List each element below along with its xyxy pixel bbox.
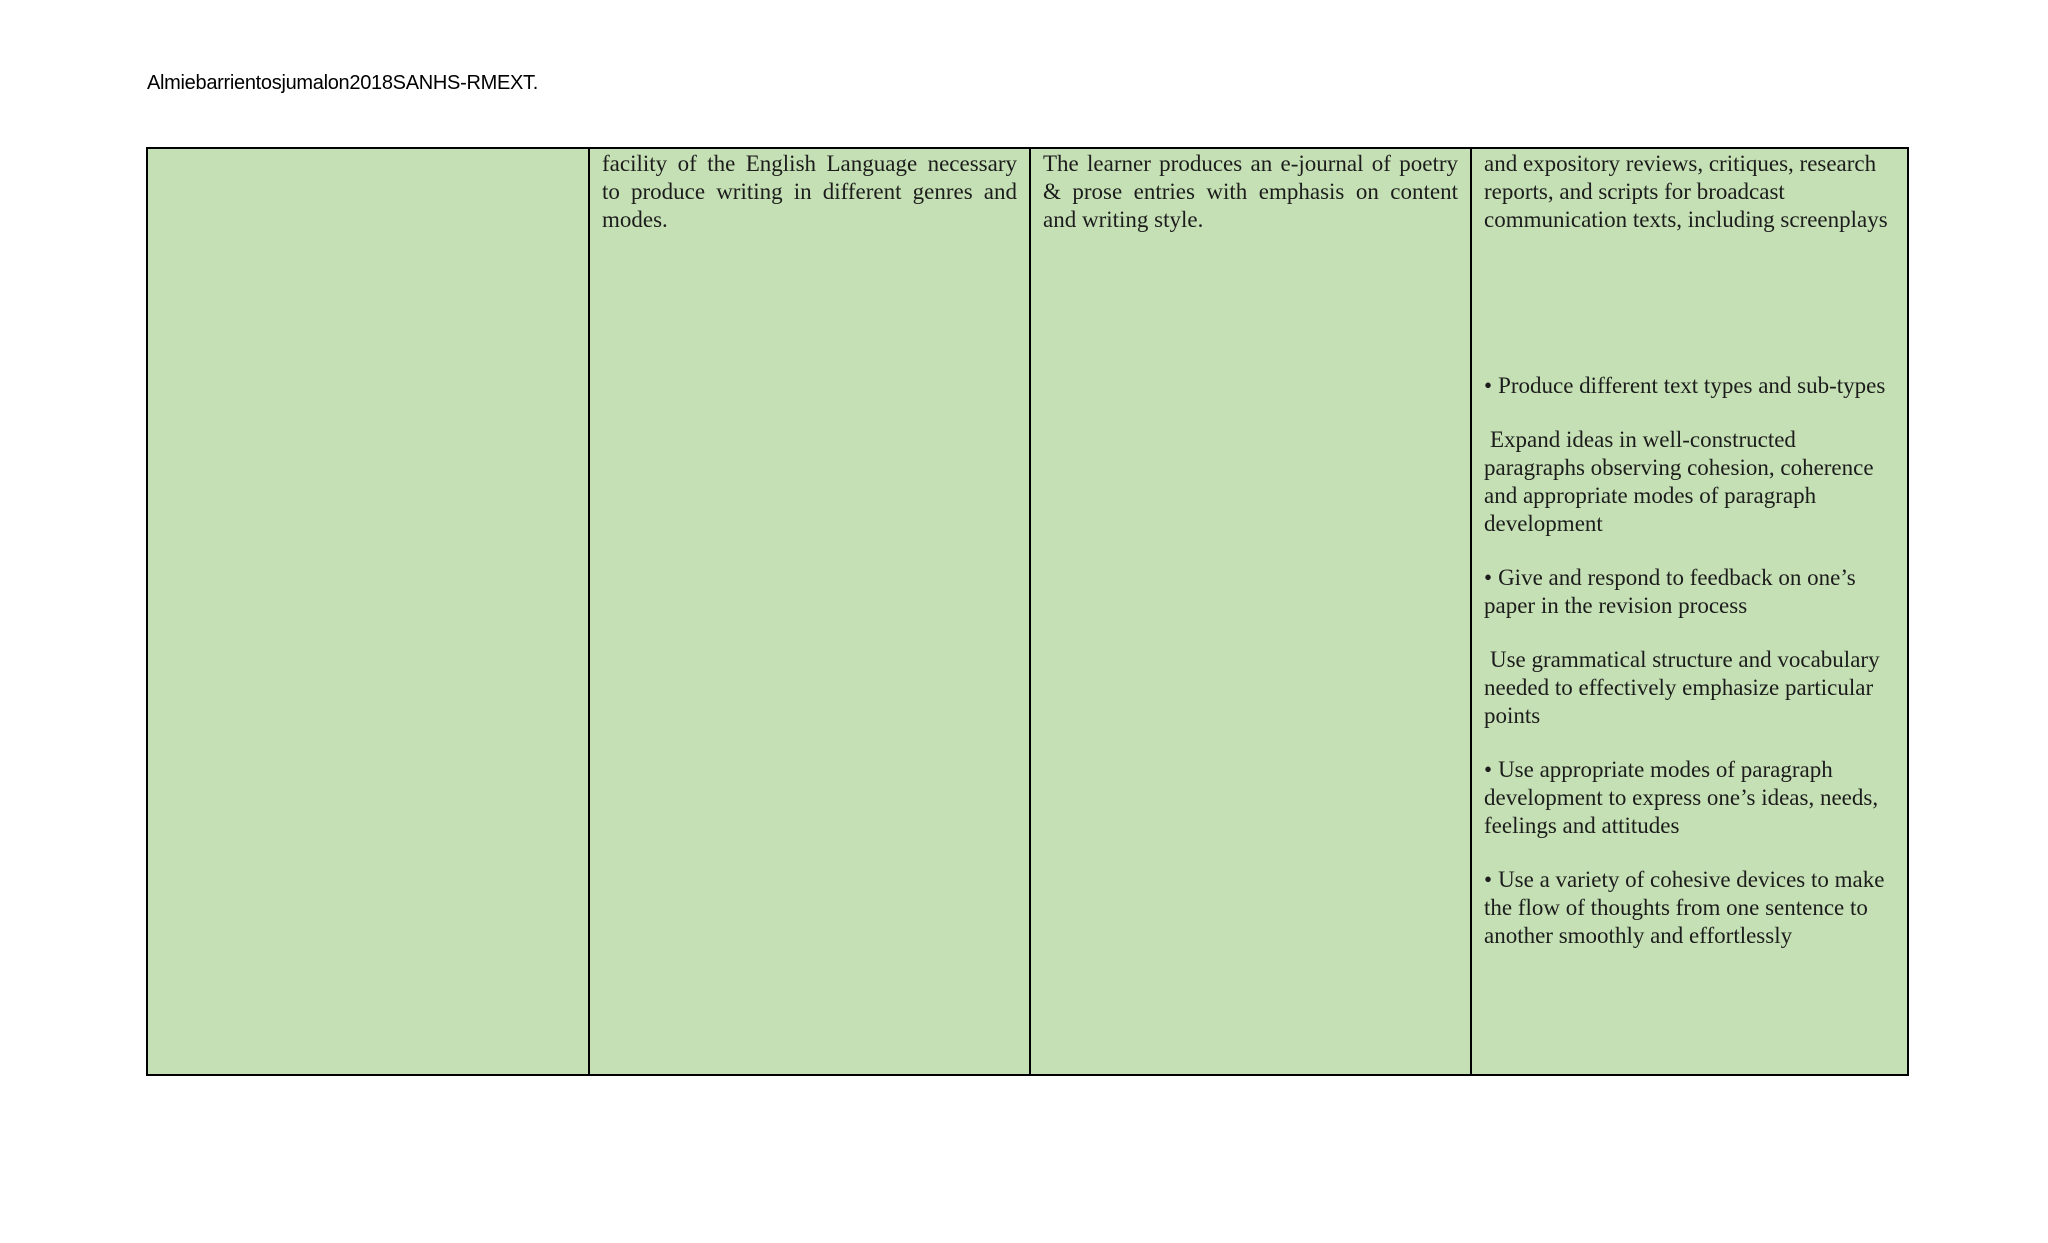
list-item-text: Use appropriate modes of paragraph development to express one’s ideas, needs, feelings and attitudes — [1484, 757, 1879, 838]
bullet-icon: • — [1484, 867, 1493, 892]
bullet-icon: • — [1484, 373, 1493, 398]
content-standard-text: facility of the English Language necessary to produce writing in different genres and modes. — [602, 151, 1017, 232]
competency-list — [1484, 372, 1895, 950]
list-item — [1484, 426, 1895, 538]
list-item-text: Give and respond to feedback on one’s paper in the revision process — [1484, 565, 1856, 618]
list-item-text: Use grammatical structure and vocabulary needed to effectively emphasize particular points — [1484, 647, 1880, 728]
list-item-text: Produce different text types and sub-types — [1498, 373, 1886, 398]
list-item — [1484, 756, 1895, 840]
performance-standard-text: The learner produces an e-journal of poetry & prose entries with emphasis on content and writing style. — [1043, 151, 1458, 232]
list-item — [1484, 372, 1895, 400]
list-item — [1484, 646, 1895, 730]
table-cell-column-3 — [1029, 149, 1470, 1074]
page-header: Almiebarrientosjumalon2018SANHS-RMEXT. — [147, 72, 538, 94]
curriculum-table — [146, 147, 1909, 1076]
table-cell-column-1 — [148, 149, 588, 1074]
list-item-text: Use a variety of cohesive devices to make the flow of thoughts from one sentence to another smoothly and effortlessly — [1484, 867, 1885, 948]
list-item — [1484, 564, 1895, 620]
table-cell-column-4 — [1470, 149, 1907, 1074]
list-item-text: Expand ideas in well-constructed paragraphs observing cohesion, coherence and appropriate modes of paragraph development — [1484, 427, 1874, 536]
bullet-icon: • — [1484, 565, 1493, 590]
table-cell-column-2 — [588, 149, 1029, 1074]
bullet-icon: • — [1484, 757, 1493, 782]
competency-intro-text: and expository reviews, critiques, research reports, and scripts for broadcast communication texts, including screenplays — [1484, 151, 1888, 232]
list-item — [1484, 866, 1895, 950]
